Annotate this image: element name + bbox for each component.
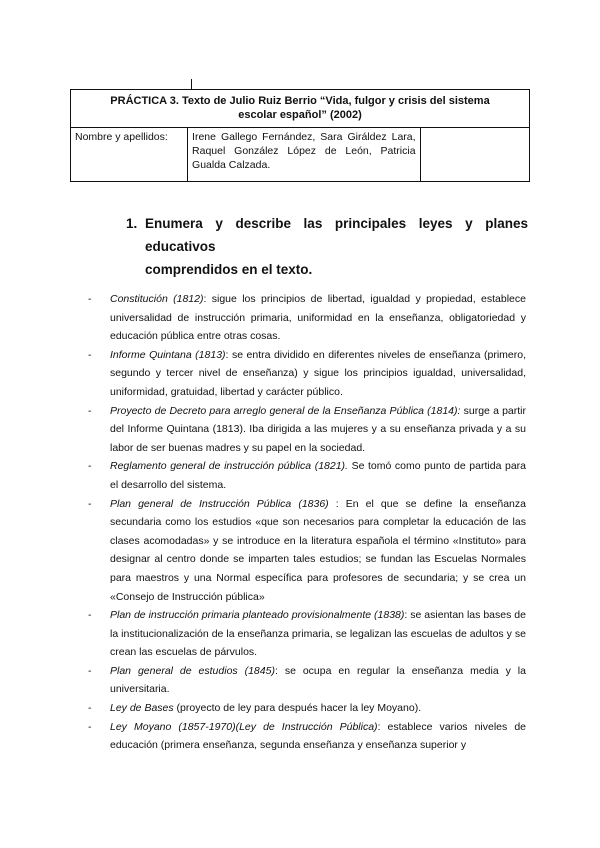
law-description: Se tomó como punto de partida para el desarrollo del sistema. xyxy=(110,460,527,491)
list-item: - Plan de instrucción primaria planteado provisionalmente (1838): se asientan las bases de la institucionalización de la enseñanza primaria, se legalizan las escuelas de adultos y se crean las escuelas de párvulos. xyxy=(88,609,526,659)
name-label: Nombre y apellidos: xyxy=(71,128,188,182)
law-description: surge a partir del Informe Quintana (1813). Iba dirigida a las mujeres y a su enseñanza privada y a su labor de ser buenas madres y su papel en la sociedad. xyxy=(110,404,527,454)
law-description: : En el que se define la enseñanza secundaria como los estudios «que son necesarios para completar la educación de las clases acomodadas» y se introduce en la literatura española el término «Instituto» para designar al centro donde se imparten tales estudios; se fundan las Escuelas Normales para maestros y una Normal específica para profesores de secundaria; y se crea un «Consejo de Instrucción pública» xyxy=(110,497,526,603)
law-title: Reglamento general de instrucción pública (1821). xyxy=(110,460,348,473)
law-title: Ley de Bases xyxy=(110,702,174,715)
law-description: (proyecto de ley para después hacer la ley Moyano). xyxy=(173,702,422,715)
law-title: Plan de instrucción primaria planteado provisionalmente (1838) xyxy=(110,609,405,622)
list-item: - Informe Quintana (1813): se entra dividido en diferentes niveles de enseñanza (primero, segundo y tercer nivel de enseñanza) y sigue los principios igualdad, universalidad, uniformidad, gratuidad, libertad y carácter público. xyxy=(88,348,526,398)
law-description: : se asientan las bases de la institucionalización de la enseñanza primaria, se legalizan las escuelas de adultos y se crean las escuelas de párvulos. xyxy=(110,609,526,659)
table-edge-mark xyxy=(191,79,192,89)
law-title: Proyecto de Decreto para arreglo general de la Enseñanza Pública (1814): xyxy=(110,404,461,417)
practice-title: PRÁCTICA 3. Texto de Julio Ruiz Berrio “Vida, fulgor y crisis del sistema escolar español” (2002) xyxy=(71,90,530,128)
header-table xyxy=(70,89,530,182)
law-description: : establece varios niveles de educación (primera enseñanza, segunda enseñanza y enseñanza superior y xyxy=(110,720,527,752)
empty-cell xyxy=(420,128,529,182)
list-item: - Constitución (1812): sigue los principios de libertad, igualdad y propiedad, establece universalidad de instrucción primaria, uniformidad en la enseñanza, obligatoriedad y educación pública entre otras cosas. xyxy=(88,293,526,343)
list-item: - Proyecto de Decreto para arreglo general de la Enseñanza Pública (1814): surge a partir del Informe Quintana (1813). Iba dirigida a las mujeres y a su enseñanza privada y a su labor de ser buenas madres y su papel en la sociedad. xyxy=(88,404,527,454)
question-text-line2: comprendidos en el texto. xyxy=(145,262,313,277)
laws-list xyxy=(88,290,526,755)
law-description: : se ocupa en regular la enseñanza media y la universitaria. xyxy=(110,664,526,696)
list-item: - Reglamento general de instrucción pública (1821). Se tomó como punto de partida para el desarrollo del sistema. xyxy=(88,460,527,491)
law-title: Informe Quintana (1813) xyxy=(110,348,226,361)
list-item: - Plan general de Instrucción Pública (1836) : En el que se define la enseñanza secundaria como los estudios «que son necesarios para completar la educación de las clases acomodadas» y se introduce en la literatura española el término «Instituto» para designar al centro donde se imparten tales estudios; se fundan las Escuelas Normales para maestros y una Normal específica para profesores de secundaria; y se crea un «Consejo de Instrucción pública» xyxy=(88,497,526,603)
law-title: Constitución (1812) xyxy=(110,293,204,305)
law-title: Plan general de estudios (1845) xyxy=(110,664,275,677)
law-title: Ley Moyano (1857-1970)(Ley de Instrucción Pública) xyxy=(110,720,378,733)
question-text-line1: Enumera y describe las principales leyes y planes educativos xyxy=(145,216,528,254)
list-item: - Plan general de estudios (1845): se ocupa en regular la enseñanza media y la universitaria. xyxy=(88,664,526,696)
list-item: - Ley de Bases (proyecto de ley para después hacer la ley Moyano). xyxy=(88,702,422,715)
student-names: Irene Gallego Fernández, Sara Giráldez Lara, Raquel González López de León, Patricia Gualda Calzada. xyxy=(188,128,421,182)
question-heading xyxy=(126,212,528,281)
law-description: : sigue los principios de libertad, igualdad y propiedad, establece universalidad de instrucción primaria, uniformidad en la enseñanza, obligatoriedad y educación pública entre otras cosas. xyxy=(110,293,526,343)
list-item: - Ley Moyano (1857-1970)(Ley de Instrucción Pública): establece varios niveles de educación (primera enseñanza, segunda enseñanza y enseñanza superior y xyxy=(88,720,527,752)
question-number: 1. xyxy=(126,216,138,231)
law-title: Plan general de Instrucción Pública (1836) xyxy=(110,497,329,510)
law-description: : se entra dividido en diferentes niveles de enseñanza (primero, segundo y tercer nivel de enseñanza) y sigue los principios igualdad, universalidad, uniformidad, gratuidad, libertad y carácter público. xyxy=(110,348,526,398)
